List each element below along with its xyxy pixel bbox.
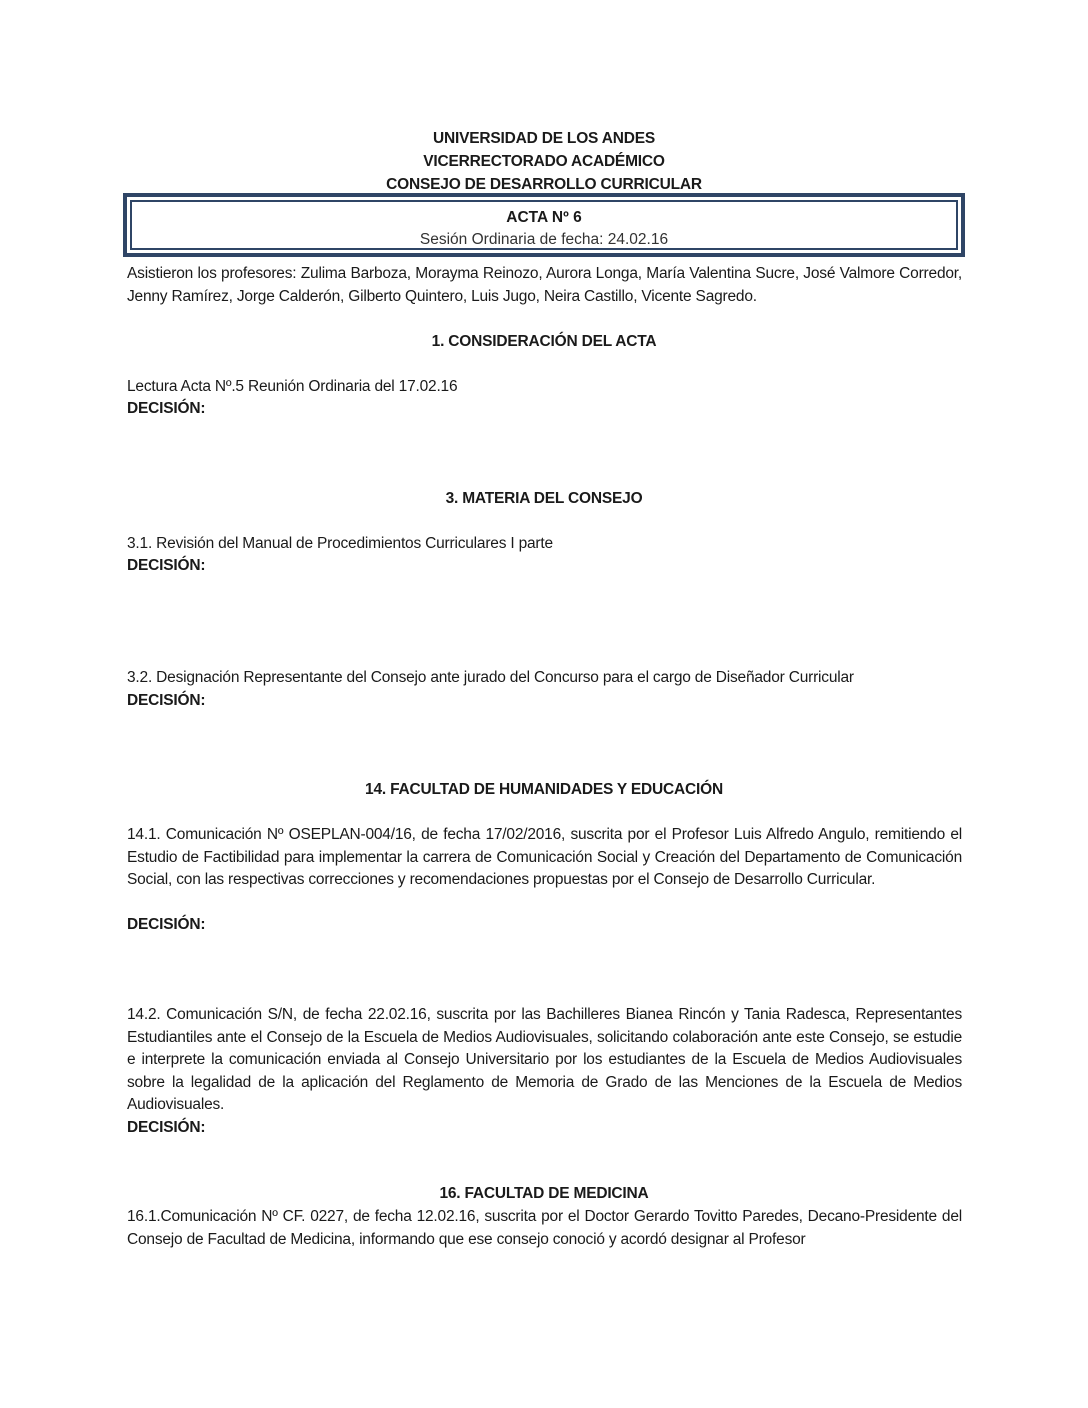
document-header (0, 127, 1088, 196)
section-14-heading: 14. FACULTAD DE HUMANIDADES Y EDUCACIÓN (365, 781, 723, 798)
section-14-item-1: 14.1. Comunicación Nº OSEPLAN-004/16, de fecha 17/02/2016, suscrita por el Profesor Luis Alfredo Angulo, remitiendo el Estudio de Factibilidad para implementar la carrera de Comunicación Social y Creación del Departamento de Comunicación Social, con las respectivas correcciones y recomendaciones propuestas por el Consejo de Desarrollo Curricular. (127, 826, 962, 888)
acta-box-inner (130, 200, 958, 250)
section-3-item-1: 3.1. Revisión del Manual de Procedimientos Curriculares I parte (127, 535, 553, 552)
section-3-decision-1: DECISIÓN: (127, 557, 206, 574)
acta-title: ACTA Nº 6 (506, 209, 582, 226)
section-1-item-1: Lectura Acta Nº.5 Reunión Ordinaria del 17.02.16 (127, 378, 458, 395)
section-16-heading: 16. FACULTAD DE MEDICINA (439, 1185, 649, 1202)
section-3-decision-2: DECISIÓN: (127, 692, 206, 709)
council-name: CONSEJO DE DESARROLLO CURRICULAR (386, 176, 702, 193)
acta-box (123, 193, 965, 257)
section-3-item-2: 3.2. Designación Representante del Consejo ante jurado del Concurso para el cargo de Diseñador Curricular (127, 669, 854, 686)
section-3-heading: 3. MATERIA DEL CONSEJO (445, 490, 643, 507)
acta-session-date: Sesión Ordinaria de fecha: 24.02.16 (419, 231, 669, 248)
section-14-item-2: 14.2. Comunicación S/N, de fecha 22.02.16, suscrita por las Bachilleres Bianea Rincón y Tania Radesca, Representantes Estudiantiles ante el Consejo de la Escuela de Medios Audiovisuales, solicitando colaboración ante este Consejo, se estudie e interprete la comunicación enviada al Consejo Universitario por los estudiantes de la Escuela de Medios Audiovisuales sobre la legalidad de la aplicación del Reglamento de Memoria de Grado de las Menciones de la Escuela de Medios Audiovisuales. (127, 1006, 962, 1113)
attendees-paragraph: Asistieron los profesores: Zulima Barboza, Morayma Reinozo, Aurora Longa, María Valentina Sucre, José Valmore Corredor, Jenny Ramírez, Jorge Calderón, Gilberto Quintero, Luis Jugo, Neira Castillo, Vicente Sagredo. (127, 265, 962, 305)
section-1-decision: DECISIÓN: (127, 400, 206, 417)
section-14-decision-2: DECISIÓN: (127, 1119, 206, 1136)
section-14-decision-1: DECISIÓN: (127, 916, 206, 933)
section-16-item-1: 16.1.Comunicación Nº CF. 0227, de fecha 12.02.16, suscrita por el Doctor Gerardo Tovitto Paredes, Decano-Presidente del Consejo de Facultad de Medicina, informando que ese consejo conoció y acordó designar al Profesor (127, 1208, 962, 1248)
section-1-heading: 1. CONSIDERACIÓN DEL ACTA (431, 333, 657, 350)
university-name: UNIVERSIDAD DE LOS ANDES (433, 130, 655, 147)
vicerrectorado-name: VICERRECTORADO ACADÉMICO (423, 153, 665, 170)
